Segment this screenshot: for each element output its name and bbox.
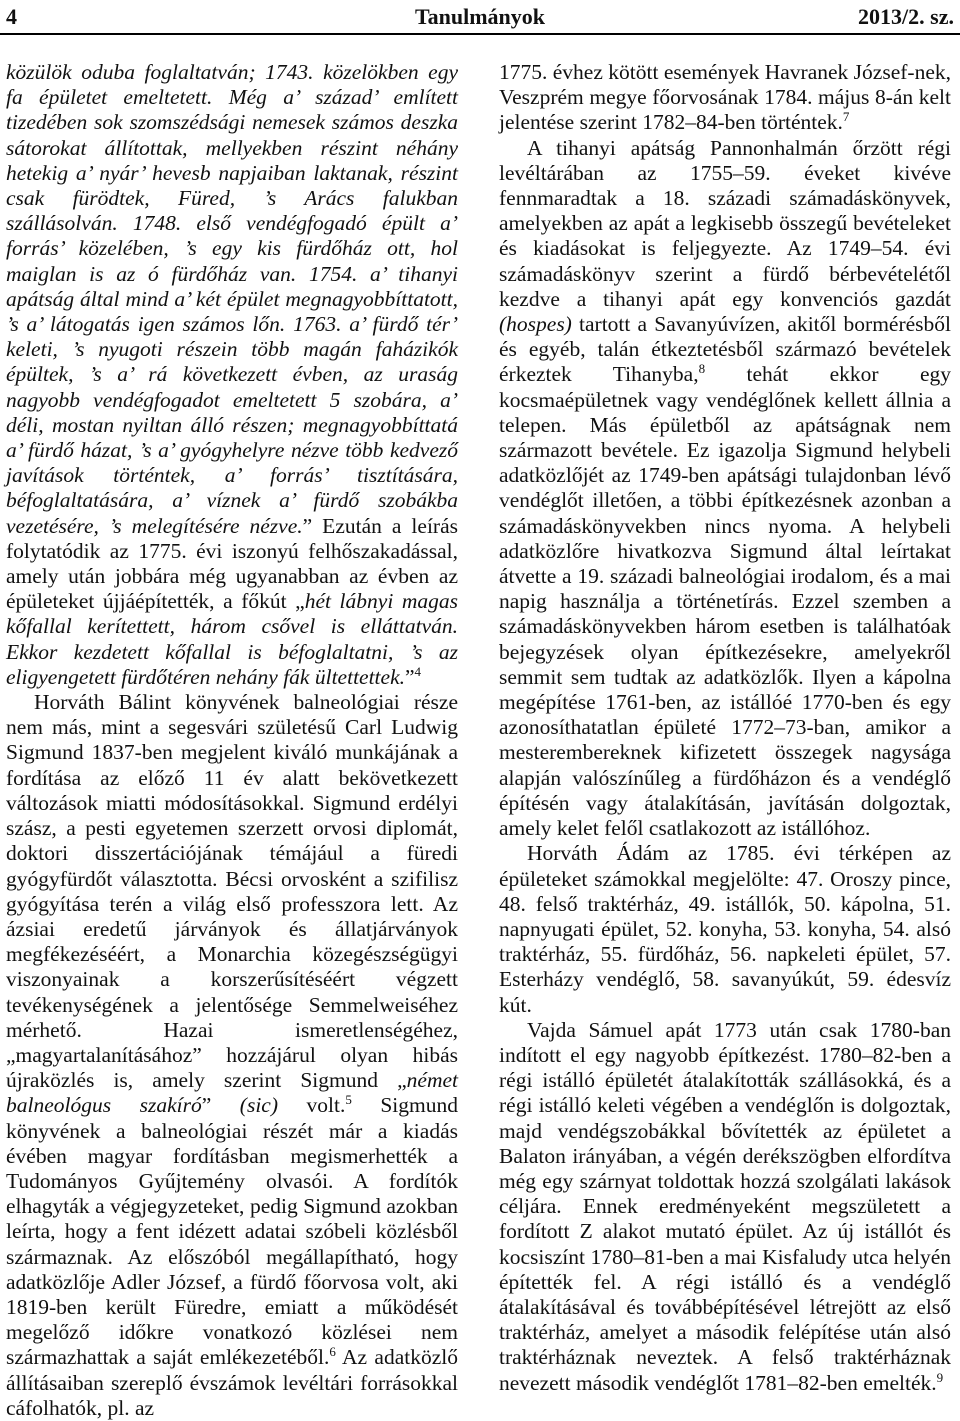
body-text: ” <box>201 1093 240 1118</box>
left-column <box>6 60 458 1421</box>
body-paragraph <box>6 690 458 1421</box>
page-header <box>0 0 960 34</box>
footnote-ref: 7 <box>842 109 850 125</box>
body-text: Horváth Bálint könyvének balneológiai része nem más, mint a segesvári születésű Carl Ludwig Sigmund 1837-ben megjelent kiváló munkájának a fordítása az előző 11 év alatt bekövetkezett változások miatti módosításokkal. Sigmund erdélyi szász, a pesti egyetemen szerzett orvosi diplomát, doktori disszertációjának témájául a füredi gyógyfürdőt választotta. Bécsi orvosként a szifilisz gyógyítása terén a világ első professzora lett. Az ázsiai eredetű járványok és állatjárványok megfékezéséért, a Monarchia közegészségügyi viszonyainak a korszerűsítéséért végzett tevékenységének a jelentősége Semmelweiséhez mérhető. Hazai ismeretlenségéhez, „magyartalanításához” hozzájárul olyan hibás újraközlés is, amely szerint Sigmund „ <box>6 690 458 1093</box>
header-rule <box>0 33 960 35</box>
quote-text: német balneológus szakíró <box>6 1068 458 1118</box>
body-paragraph: Horváth Ádám az 1785. évi térképen az épületeket számokkal megjelölte: 47. Oroszy pince, 48. felső traktérház, 49. istállók, 50. kápolna, 51. napnyugati épület, 52. konyha, 53. konyha, 54. alsó traktérház, 55. fürdőház, 56. napkeleti épület, 57. Esterházy vendéglő, 58. savanyúkút, 59. édesvíz kút. <box>499 841 951 1017</box>
footnote-ref: 4 <box>414 663 422 679</box>
body-text: ” Ezután a leírás folytatódik az 1775. évi iszonyú felhőszakadással, amely után jobbára még ugyanabban az évben az épületeket újjáépítették, a főkút „ <box>6 513 458 614</box>
body-text: tartott a Savanyúvízen, akitől bormérésből és egyéb, talán étkeztetésből származó bevételek érkeztek Tihanyba, <box>499 312 951 387</box>
body-text: A tihanyi apátság Pannonhalmán őrzött régi levéltárában az 1755–59. éveket kivéve fennmaradtak a 18. századi számadáskönyvek, amelyekben az apát a legkisebb összegű bevételeket és kiadásokat is feljegyezte. Az 1749–54. évi számadáskönyv szerint a fürdő bérbevételétől kezdve a tihanyi apát egy konvenciós gazdát <box>499 135 951 311</box>
body-paragraph <box>499 1018 951 1396</box>
body-text: volt. <box>278 1093 346 1118</box>
right-column <box>499 60 951 1396</box>
quote-text: hét lábnyi magas kőfallal kerítettett, három csővel is elláttatván. Ekkor kezdetett kőfallal is béfoglaltatni, ’s az eligyengetett fürdőtéren nehány fák ültettettek. <box>6 589 458 689</box>
body-paragraph <box>499 60 951 136</box>
body-text: 1775. évhez kötött események Havranek József-nek, Veszprém megye főorvosának 1784. május 8-án kelt jelentése szerint 1782–84-ben történtek. <box>499 60 951 135</box>
latin-term: (hospes) <box>499 312 572 337</box>
issue-label: 2013/2. sz. <box>858 4 954 29</box>
footnote-ref: 6 <box>329 1344 336 1360</box>
body-text: Az adatközlő állításaiban szereplő évszámok levéltári forrásokkal cáfolhatók, pl. az <box>6 1345 458 1420</box>
footnote-ref: 8 <box>698 361 706 377</box>
footnote-ref: 9 <box>936 1369 944 1385</box>
journal-section: Tanulmányok <box>414 4 546 29</box>
sic-text: (sic) <box>239 1093 278 1118</box>
body-text: ” <box>405 664 415 689</box>
quoted-paragraph <box>6 60 458 690</box>
footnote-ref: 5 <box>345 1092 352 1108</box>
quote-text: közülök oduba foglaltatván; 1743. közelökben egy fa épületet emeltetett. Még a’ század’ említett tizedében sok szomszédsági nemesek számos deszka sátorokat állítottak, mellyekben részint néhány hetekig a’ nyár’ hevesb napjaiban laktanak, részint csak fürödtek, Füred, ’s Arács falukban szállásolván. 1748. első vendégfogadó épült a’ forrás’ közelében, ’s egy kis fürdőház ott, hol maiglan is az ó fürdőház van. 1754. a’ tihanyi apátság által mind a’ két épület megnagyobbíttatott, ’s a’ látogatás igen számos lőn. 1763. a’ fürdő tér’ keleti, ’s nyugoti részein több magán faházikók épültek, ’s a’ rá következett évben, az uraság nagyobb vendégfogadot emeltetett 5 szobára, a’ déli, mostan nyiltan álló részen; megnagyobbíttatá a’ fürdő házat, ’s a’ gyógyhelyre nézve több kedvező javítások történtek, a’ forrás’ tisztítására, béfoglaltatására, a’ víznek a’ fürdő szobákba vezetésére, ’s melegítésére nézve. <box>6 60 458 538</box>
body-paragraph <box>499 136 951 842</box>
body-text: Vajda Sámuel apát 1773 után csak 1780-ban indított el egy nagyobb építkezést. 1780–82-ben a régi istálló épületét átalakították szállásokká, és a régi istálló keleti végében a vendéglőn is dolgoztak, majd vendégszobákkal bővítették az épületet a Balaton irányában, a végén derékszögben elfordítva még egy szárnyat toldottak hozzá szolgálati lakások céljára. Ennek eredményeként megszületett a fordított Z alakot mutató épület. Az új istállót és kocsiszínt 1780–81-ben a mai Kisfaludy utca helyén építették fel. A régi istálló és a vendéglő átalakításával és továbbépítésével létrejött az első traktérház, amelyet a második felépítése után alsó traktérháznak neveztek. A felső traktérháznak nevezett második vendéglőt 1781–82-ben emelték. <box>499 1017 951 1395</box>
body-text: Sigmund könyvének a balneológiai részét már a kiadás évében magyar fordításban megismerhették a Tudományos Gyűjtemény olvasói. A fordítók elhagyták a végjegyzeteket, pedig Sigmund azokban leírta, hogy a fent idézett adatai szóbeli közlésből származnak. Az előszóból megállapítható, hogy adatközlője Adler József, a fürdő főorvosa volt, aki 1819-ben került Füredre, emiatt a működését megelőző időkre vonatkozó közlései nem származhattak a saját emlékezetéből. <box>6 1093 459 1370</box>
page-number: 4 <box>6 4 17 29</box>
body-text: tehát ekkor egy kocsmaépületnek vagy vendéglőnek kellett állnia a telepen. Más épületből az apátságnak nem származott bevétele. Ez igazolja Sigmund helybeli adatközlőjét az 1749-ben apátsági tulajdonban lévő vendéglőt illetően, a többi építkezésnek azonban a számadáskönyvekben nincs nyoma. A helybeli adatközlőre hivatkozva Sigmund által leírtakat átvette a 19. századi balneológiai irodalom, és a mai napig használja a történetírás. Ezzel szemben a számadáskönyvekben három esetben is találhatóak bejegyzések olyan építkezésekre, amelyekről semmit sem tudtak az adatközlők. Ilyen a kápolna megépítése 1761-ben, az istállóé 1770-ben és egy azonosíthatatlan épületé 1772–73-ban, amikor a mesterembereknek kifizetett összegek nagysága alapján valószínűleg a fürdőházon és a vendéglő építésén vagy átalakításán, javításán dolgoztak, amely kelet felől csatlakozott az istállóhoz. <box>499 362 951 841</box>
